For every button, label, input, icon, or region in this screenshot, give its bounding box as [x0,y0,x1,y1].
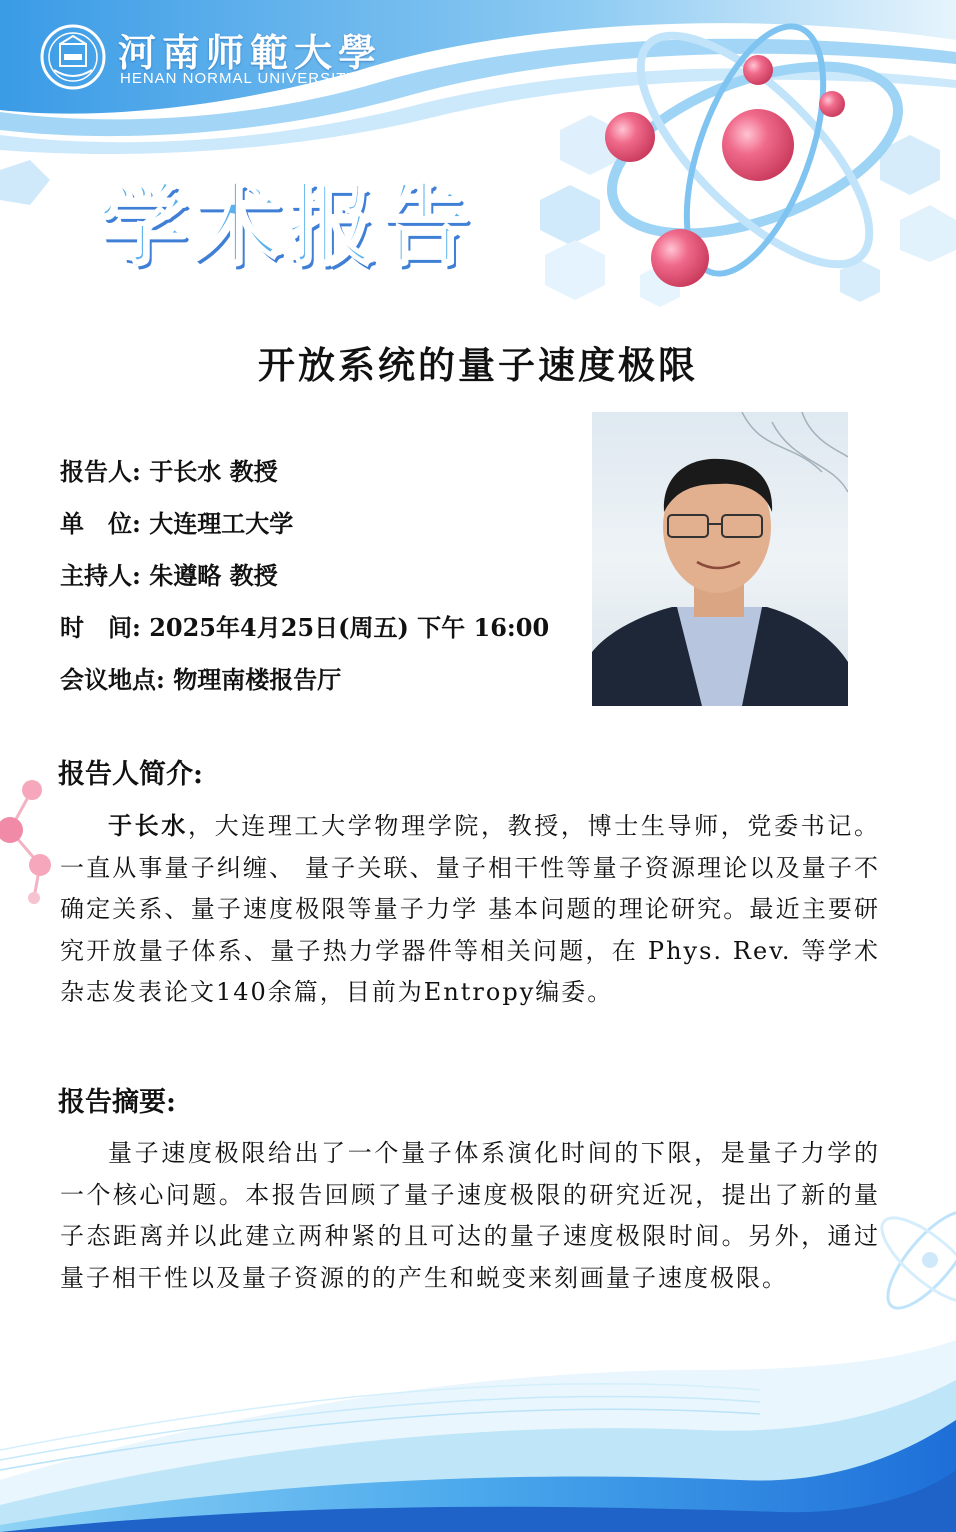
host-line: 主持人: 朱遵略 教授 [60,561,278,590]
bio-name: 于长水 [108,811,188,840]
bio-heading: 报告人简介: [58,759,203,790]
bio-text: ，大连理工大学物理学院，教授，博士生导师，党委书记。一直从事量子纠缠、 量子关联、量子相干性等量子资源理论以及量子不确定关系、量子速度极限等量子力学 基本问题的理论研究。最近主要研究开放量子体系、量子热力学器件等相关问题，在 Phys. Rev. 等学术杂志发表论文140余篇，目前为Entropy编委。 [60,812,881,1006]
unit-line: 单 位: 大连理工大学 [60,509,294,538]
speaker-line: 报告人: 于长水 教授 [60,457,278,486]
abstract-heading: 报告摘要: [58,1087,176,1118]
university-name-en: HENAN NORMAL UNIVERSITY [120,70,358,87]
report-title: 开放系统的量子速度极限 [258,343,698,387]
atom-illustration [540,0,956,310]
university-logo [40,24,106,90]
speaker-photo [592,412,848,706]
footer-background [0,1330,956,1532]
banner-title: 学术报告 [98,173,475,276]
university-name-cn: 河南师範大學 [118,30,383,75]
atom-decoration-right [860,1180,956,1340]
bio-paragraph [60,805,880,1014]
info-list [60,452,549,712]
time-line: 时 间: 2025年4月25日(周五) 下午 16:00 [60,613,550,642]
venue-line: 会议地点: 物理南楼报告厅 [60,665,342,694]
abstract-paragraph: 量子速度极限给出了一个量子体系演化时间的下限，是量子力学的一个核心问题。本报告回顾了量子速度极限的研究近况，提出了新的量子态距离并以此建立两种紧的且可达的量子速度极限时间。另外，通过量子相干性以及量子资源的的产生和蜕变来刻画量子速度极限。 [60,1139,880,1292]
